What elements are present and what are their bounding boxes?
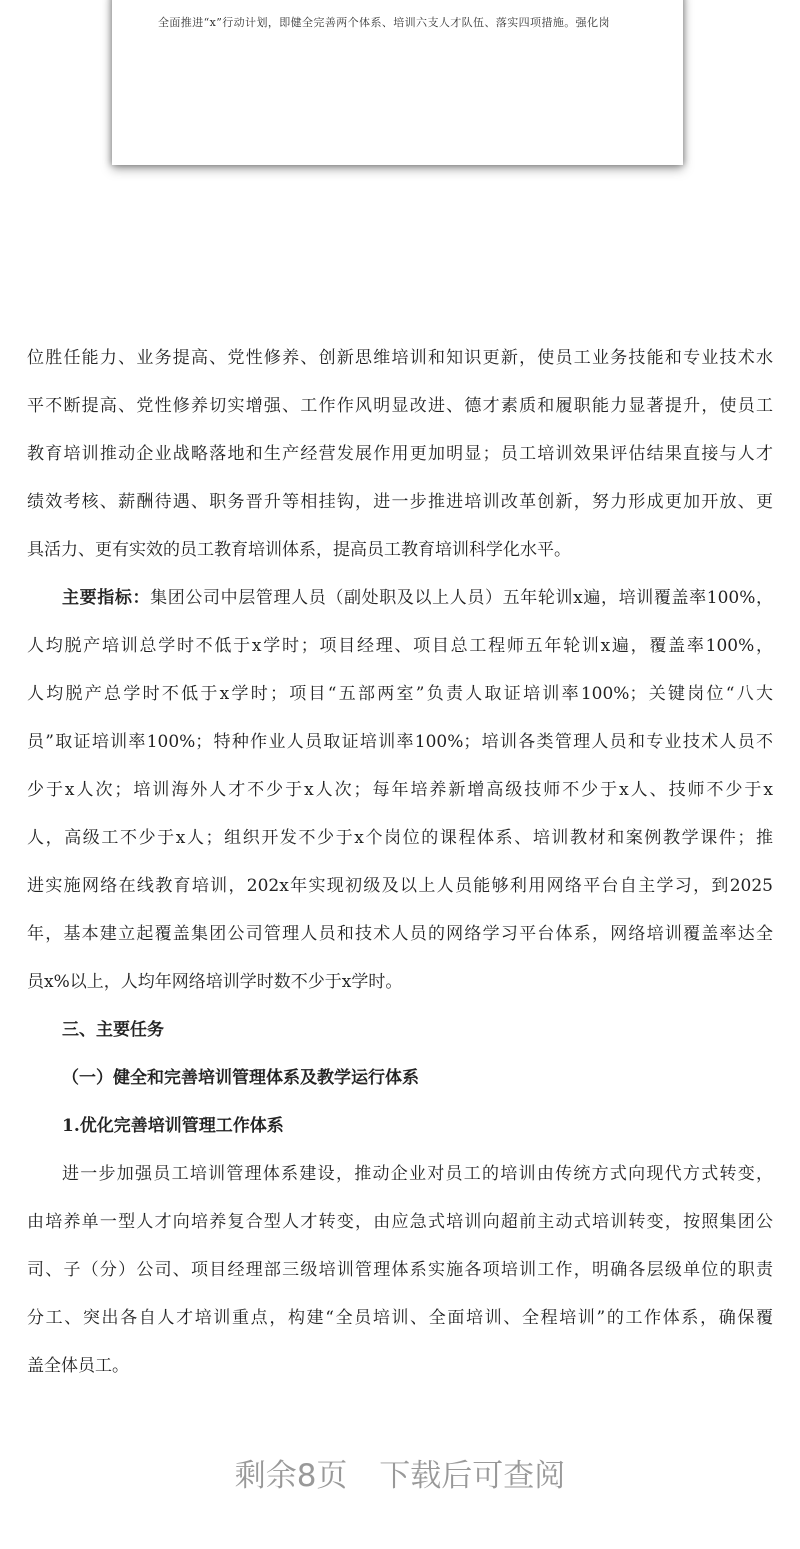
- text-line: 司、子（分）公司、项目经理部三级培训管理体系实施各项培训工作，明确各层级单位的职责: [27, 1260, 773, 1280]
- text-line: 人，高级工不少于x人；组织开发不少于x个岗位的课程体系、培训教材和案例教学课件；推: [27, 828, 773, 848]
- text-line: 平不断提高、党性修养切实增强、工作作风明显改进、德才素质和履职能力显著提升，使员工: [27, 396, 773, 416]
- indicators-text: 集团公司中层管理人员（副处职及以上人员）五年轮训x遍，培训覆盖率100%，: [150, 588, 774, 608]
- text-line: 员”取证培训率100%；特种作业人员取证培训率100%；培训各类管理人员和专业技术人员不: [27, 732, 773, 752]
- download-to-view-label[interactable]: 下载后可查阅: [379, 1458, 566, 1494]
- text-line: 进一步加强员工培训管理体系建设，推动企业对员工的培训由传统方式向现代方式转变，: [62, 1164, 773, 1184]
- preview-text-line: 全面推进“x”行动计划，即健全完善两个体系、培训六支人才队伍、落实四项措施。强化岗: [158, 16, 610, 29]
- text-line: 绩效考核、薪酬待遇、职务晋升等相挂钩，进一步推进培训改革创新，努力形成更加开放、更: [27, 492, 773, 512]
- item-heading: 1.优化完善培训管理工作体系: [62, 1116, 284, 1136]
- section-heading: 三、主要任务: [62, 1020, 164, 1040]
- indicators-label: 主要指标：: [62, 588, 151, 608]
- page-preview-card: [112, 0, 683, 165]
- text-line: 盖全体员工。: [27, 1356, 129, 1376]
- remaining-pages-label: 剩余8页: [234, 1458, 348, 1494]
- subsection-heading: （一）健全和完善培训管理体系及教学运行体系: [62, 1068, 419, 1088]
- text-line: 年，基本建立起覆盖集团公司管理人员和技术人员的网络学习平台体系，网络培训覆盖率达全: [27, 924, 773, 944]
- text-line: 由培养单一型人才向培养复合型人才转变，由应急式培训向超前主动式培训转变，按照集团公: [27, 1212, 773, 1232]
- text-line: 教育培训推动企业战略落地和生产经营发展作用更加明显；员工培训效果评估结果直接与人才: [27, 444, 773, 464]
- text-line: 人均脱产培训总学时不低于x学时；项目经理、项目总工程师五年轮训x遍，覆盖率100%，: [27, 636, 773, 656]
- text-line: [62, 586, 773, 610]
- text-line: 员x%以上，人均年网络培训学时数不少于x学时。: [27, 972, 403, 992]
- text-line: 人均脱产总学时不低于x学时；项目“五部两室”负责人取证培训率100%；关键岗位“八大: [27, 684, 773, 704]
- text-line: 进实施网络在线教育培训，202x年实现初级及以上人员能够利用网络平台自主学习，到2025: [27, 876, 773, 896]
- text-line: 分工、突出各自人才培训重点，构建“全员培训、全面培训、全程培训”的工作体系，确保覆: [27, 1308, 773, 1328]
- text-line: 位胜任能力、业务提高、党性修养、创新思维培训和知识更新，使员工业务技能和专业技术水: [27, 348, 773, 368]
- text-line: 少于x人次；培训海外人才不少于x人次；每年培养新增高级技师不少于x人、技师不少于x: [27, 780, 773, 800]
- download-prompt[interactable]: [0, 1450, 800, 1495]
- text-line: 具活力、更有实效的员工教育培训体系，提高员工教育培训科学化水平。: [27, 540, 571, 560]
